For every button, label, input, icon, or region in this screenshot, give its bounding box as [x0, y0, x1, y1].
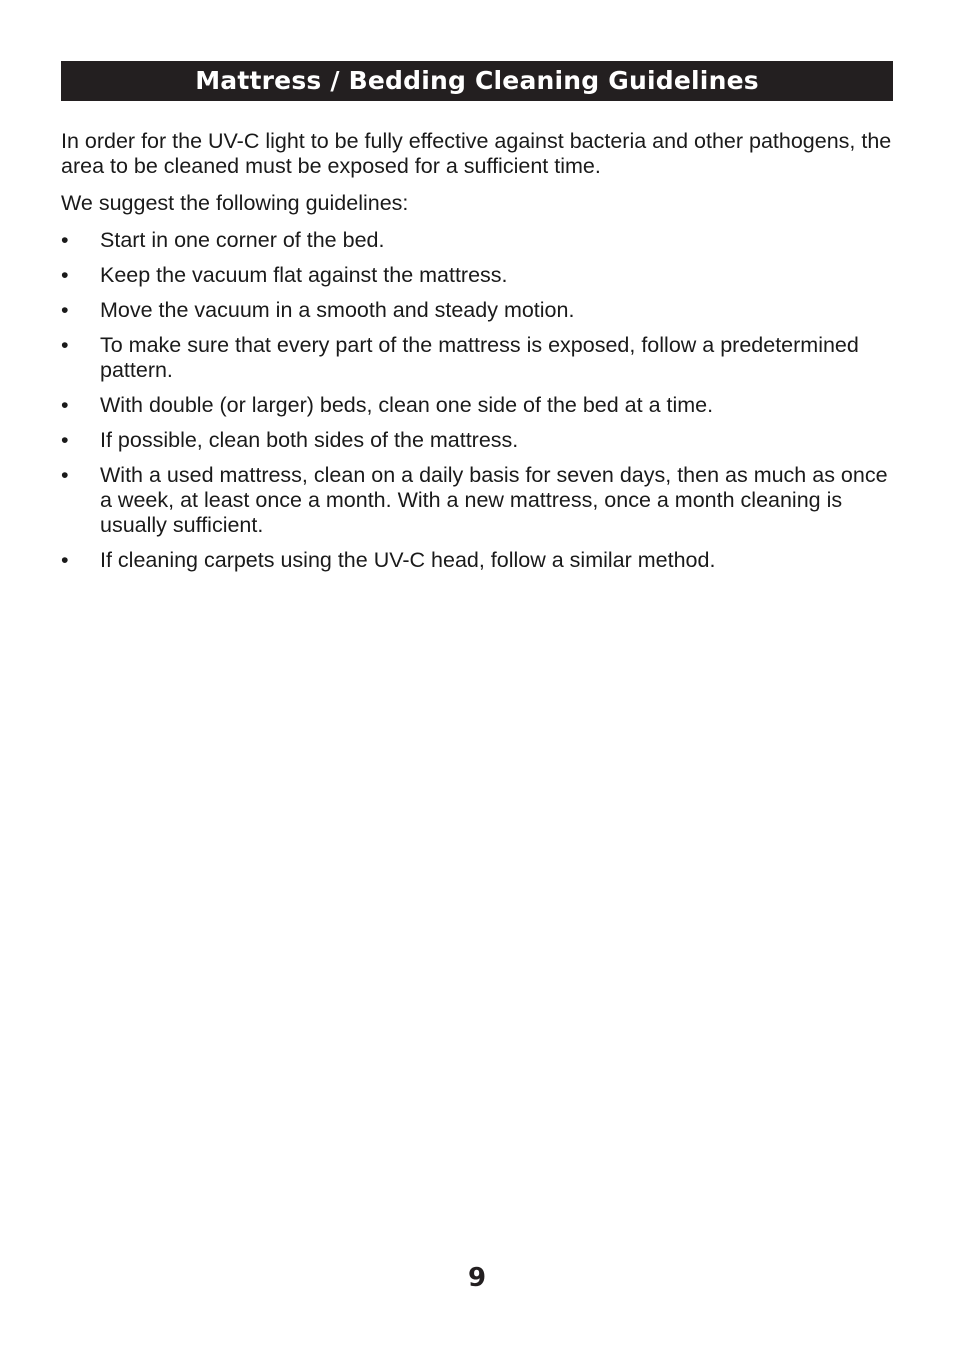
section-title: Mattress / Bedding Cleaning Guidelines — [195, 66, 759, 95]
manual-page — [61, 61, 893, 583]
section-body — [61, 129, 893, 573]
list-item — [61, 263, 893, 288]
list-item-text: If cleaning carpets using the UV-C head, follow a similar method. — [100, 548, 716, 572]
guidelines-lead-in: We suggest the following guidelines: — [61, 191, 409, 215]
bullet-icon: • — [61, 548, 69, 572]
list-item-text: Move the vacuum in a smooth and steady motion. — [100, 298, 575, 322]
bullet-icon: • — [61, 393, 69, 417]
list-item-text: With double (or larger) beds, clean one side of the bed at a time. — [100, 393, 714, 417]
bullet-icon: • — [61, 298, 69, 322]
list-item — [61, 228, 893, 253]
bullet-icon: • — [61, 263, 69, 287]
list-item-text: If possible, clean both sides of the mattress. — [100, 428, 519, 452]
bullet-icon: • — [61, 228, 69, 252]
list-item-text: Keep the vacuum flat against the mattress. — [100, 263, 508, 287]
list-item — [61, 298, 893, 323]
list-item-text: To make sure that every part of the mattress is exposed, follow a predetermined pattern. — [100, 333, 859, 382]
section-title-bar — [61, 61, 893, 101]
guidelines-list — [61, 228, 893, 573]
list-item-text: With a used mattress, clean on a daily basis for seven days, then as much as once a week, at least once a month. With a new mattress, once a month cleaning is usually sufficient. — [100, 463, 888, 537]
list-item-text: Start in one corner of the bed. — [100, 228, 385, 252]
page-number: 9 — [467, 1263, 487, 1293]
bullet-icon: • — [61, 428, 69, 452]
bullet-icon: • — [61, 333, 69, 357]
list-item — [61, 428, 893, 453]
bullet-icon: • — [61, 463, 69, 487]
list-item — [61, 548, 893, 573]
list-item — [61, 333, 893, 383]
list-item — [61, 463, 893, 538]
list-item — [61, 393, 893, 418]
intro-paragraph: In order for the UV-C light to be fully effective against bacteria and other pathogens, the area to be cleaned must be exposed for a sufficient time. — [61, 129, 892, 178]
